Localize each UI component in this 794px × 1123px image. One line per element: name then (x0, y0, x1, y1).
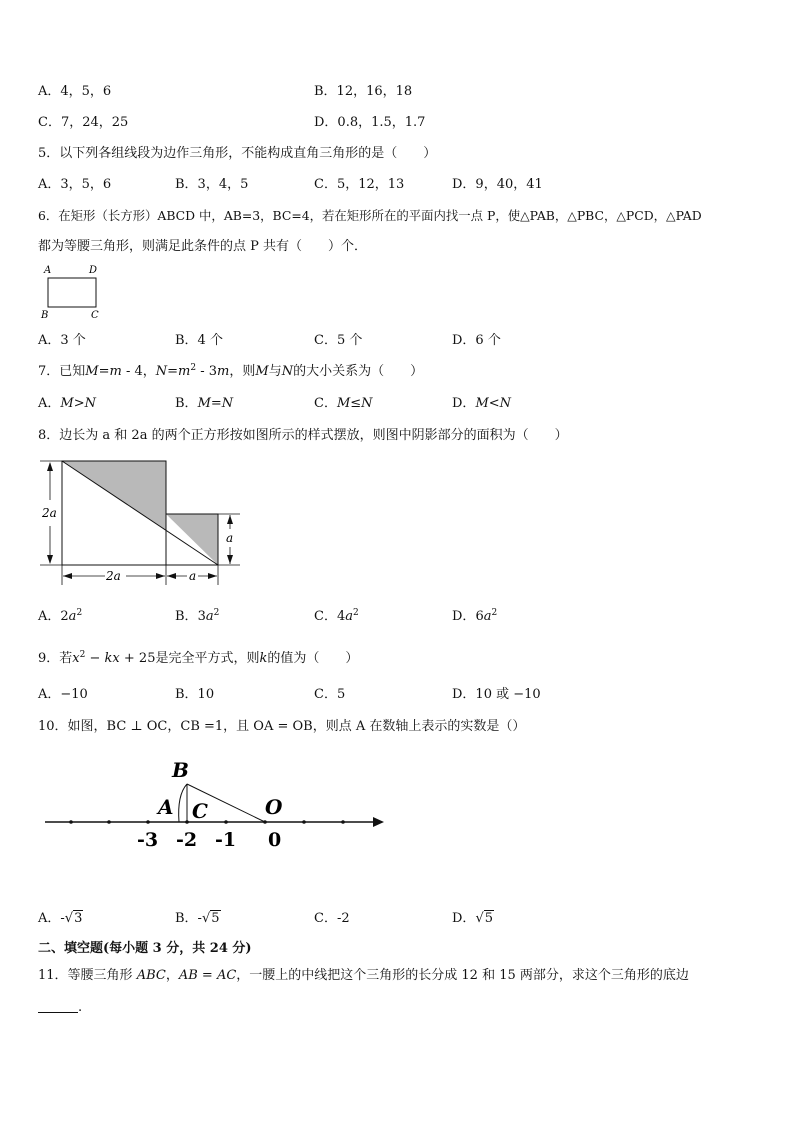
answer-blank[interactable] (38, 1012, 78, 1013)
q9-option-d: D．10 或 −10 (452, 687, 541, 702)
q4-option-d: D．0.8，1.5，1.7 (314, 115, 426, 130)
q8-option-c: C．$4a^2$ (314, 608, 359, 624)
q9-option-b: B．10 (175, 687, 215, 702)
q6-option-b: B．4 个 (175, 333, 223, 348)
q8-option-b: B．$3a^2$ (175, 608, 220, 624)
label-d: D (89, 265, 98, 276)
q10-option-b: B．-√5 (175, 911, 220, 926)
q5-option-d: D．9，40，41 (452, 177, 543, 192)
left-dim-label: 2a (42, 506, 57, 520)
q6-option-d: D．6 个 (452, 333, 501, 348)
q10-option-c: C．-2 (314, 911, 350, 926)
label-b: B (41, 310, 49, 321)
q9-option-a: A．−10 (38, 687, 88, 702)
label-a: A (158, 795, 174, 819)
right-dim-label: a (226, 531, 234, 545)
q4-option-b: B．12，16，18 (314, 84, 413, 99)
bottom-left-dim-label: 2a (106, 569, 121, 583)
q5-stem: 5．以下列各组线段为边作三角形，不能构成直角三角形的是（ ） (38, 146, 437, 161)
label-c: C (192, 799, 208, 823)
q8-option-d: D．$6a^2$ (452, 608, 498, 624)
q5-option-b: B．3，4，5 (175, 177, 249, 192)
q10-option-a: A．-√3 (38, 911, 83, 926)
tick-label-neg2: -2 (176, 829, 198, 851)
label-o: O (265, 795, 283, 819)
q7-stem: 7．已知M=m - 4，$N=m^2 - 3m$，则M与N的大小关系为（ ） (38, 363, 424, 379)
bottom-right-dim-label: a (189, 569, 197, 583)
label-b: B (172, 758, 189, 782)
q8-stem: 8．边长为 a 和 2a 的两个正方形按如图所示的样式摆放，则图中阴影部分的面积为（ ） (38, 428, 568, 443)
q11-end: . (78, 1000, 83, 1015)
q6-option-a: A．3 个 (38, 333, 86, 348)
q8-option-a: A．$2a^2$ (38, 608, 83, 624)
q5-option-c: C．5，12，13 (314, 177, 405, 192)
tick-label-zero: 0 (268, 829, 282, 851)
q7-option-b: B．M=N (175, 396, 234, 411)
q6-stem-line1: 6．在矩形（长方形）ABCD 中，AB=3，BC=4，若在矩形所在的平面内找一点 P，使△PAB，△PBC，△PCD，△PAD (38, 208, 702, 223)
label-c: C (91, 310, 99, 321)
q11-stem: 11．等腰三角形 ABC，AB = AC，一腰上的中线把这个三角形的长分成 12 和 15 两部分，求这个三角形的底边 (38, 968, 689, 983)
q4-option-a: A．4，5，6 (38, 84, 112, 99)
q10-option-d: D．√5 (452, 911, 494, 926)
q7-option-a: A．M>N (38, 396, 96, 411)
q7-option-d: D．M<N (452, 396, 512, 411)
section-heading: 二、填空题(每小题 3 分，共 24 分) (38, 941, 252, 956)
tick-label-neg3: -3 (137, 829, 159, 851)
q7-option-c: C．M≤N (314, 396, 373, 411)
q9-option-c: C．5 (314, 687, 346, 702)
q9-stem: 9．若$x^2$ − kx + 25是完全平方式，则k的值为（ ） (38, 650, 359, 666)
tick-label-neg1: -1 (215, 829, 237, 851)
q4-option-c: C．7，24，25 (38, 115, 129, 130)
label-a: A (44, 265, 52, 276)
q6-option-c: C．5 个 (314, 333, 363, 348)
q5-option-a: A．3，5，6 (38, 177, 112, 192)
q6-stem-line2: 都为等腰三角形，则满足此条件的点 P 共有（ ）个． (38, 239, 368, 254)
q10-stem: 10．如图，BC ⊥ OC，CB =1，且 OA = OB，则点 A 在数轴上表示的实数是（） (38, 719, 526, 734)
